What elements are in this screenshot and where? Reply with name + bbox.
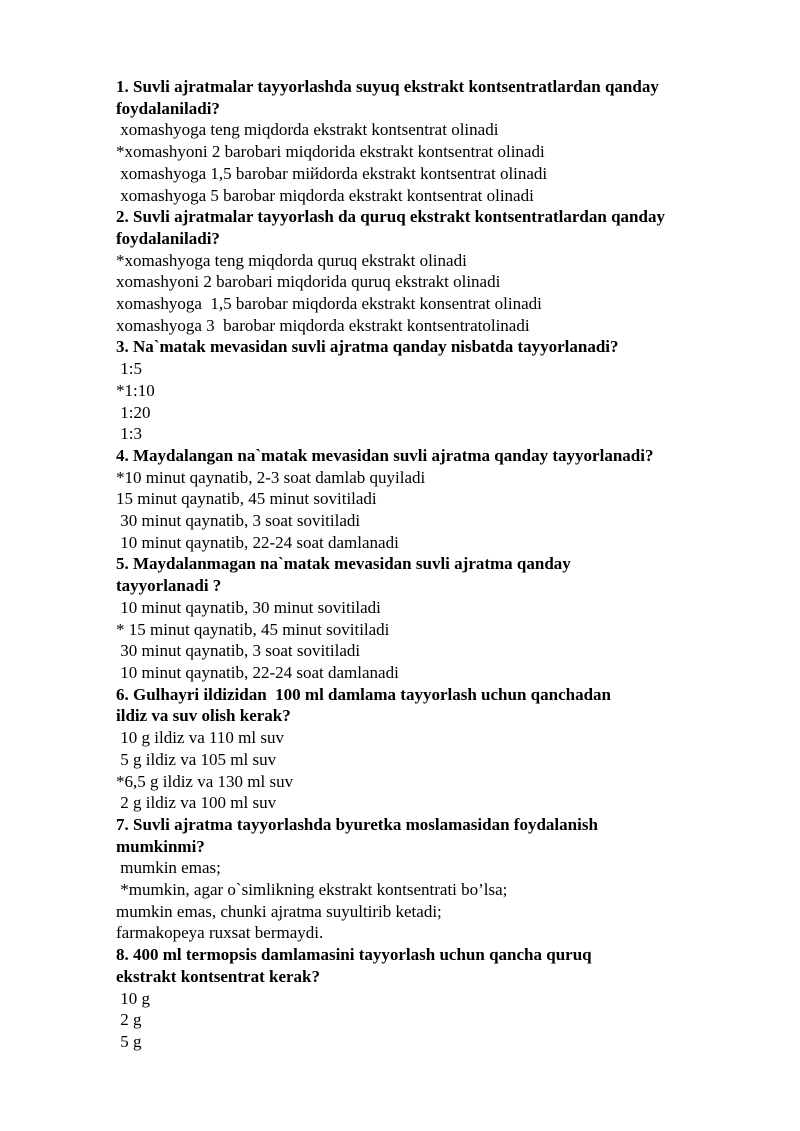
answer-option: *6,5 g ildiz va 130 ml suv	[116, 771, 294, 791]
question-line: ildiz va suv olish kerak?	[116, 706, 291, 726]
answer-option: * 15 minut qaynatib, 45 minut sovitiladi	[116, 619, 390, 639]
question-line: ekstrakt kontsentrat kerak?	[116, 966, 320, 986]
answer-option: 1:20	[116, 402, 151, 422]
question-4-text	[116, 445, 756, 467]
answer-option: *xomashyoni 2 barobari miqdorida ekstrakt kontsentrat olinadi	[116, 142, 545, 162]
question-line: 7. Suvli ajratma tayyorlashda byuretka moslamasidan foydalanish	[116, 814, 598, 834]
question-line: 6. Gulhayri ildizidan 100 ml damlama tayyorlash uchun qanchadan	[116, 684, 611, 704]
question-8-text	[116, 944, 756, 987]
question-line: 1. Suvli ajratmalar tayyorlashda suyuq ekstrakt kontsentratlardan qanday	[116, 77, 659, 96]
answer-option: 10 minut qaynatib, 22-24 soat damlanadi	[116, 532, 399, 552]
question-line: 5. Maydalanmagan na`matak mevasidan suvli ajratma qanday	[116, 554, 571, 574]
question-line: foydalaniladi?	[116, 228, 220, 248]
answer-option: mumkin emas, chunki ajratma suyultirib ketadi;	[116, 901, 442, 921]
answer-option: xomashyoga 1,5 barobar miйdorda ekstrakt kontsentrat olinadi	[116, 163, 548, 183]
answer-option: *1:10	[116, 380, 155, 400]
answer-option: xomashyoga 3 barobar miqdorda ekstrakt kontsentratolinadi	[116, 315, 530, 335]
answer-option: xomashyoga 5 barobar miqdorda ekstrakt kontsentrat olinadi	[116, 185, 534, 205]
answer-option: xomashyoga 1,5 barobar miqdorda ekstrakt konsentrat olinadi	[116, 294, 542, 314]
answer-option: 1:5	[116, 359, 142, 379]
answer-option: 1:3	[116, 424, 142, 444]
question-3-text	[116, 336, 756, 358]
answer-option: 10 minut qaynatib, 22-24 soat damlanadi	[116, 662, 399, 682]
answer-option: *xomashyoga teng miqdorda quruq ekstrakt olinadi	[116, 250, 467, 270]
answer-option: 5 g ildiz va 105 ml suv	[116, 749, 277, 769]
answer-option: mumkin emas;	[116, 858, 221, 878]
answer-option: *10 minut qaynatib, 2-3 soat damlab quyiladi	[116, 467, 426, 487]
answer-option: *mumkin, agar o`simlikning ekstrakt kontsentrati bo’lsa;	[116, 880, 508, 900]
answer-option: 10 g ildiz va 110 ml suv	[116, 728, 284, 748]
question-5-text	[116, 553, 756, 596]
question-1-text	[116, 76, 756, 119]
question-line: tayyorlanadi ?	[116, 576, 222, 596]
answer-option: 5 g	[116, 1031, 142, 1051]
answer-option: 2 g ildiz va 100 ml suv	[116, 793, 277, 813]
document-page	[116, 76, 756, 1053]
answer-option: 30 minut qaynatib, 3 soat sovitiladi	[116, 641, 361, 661]
question-line: 8. 400 ml termopsis damlamasini tayyorlash uchun qancha quruq	[116, 945, 592, 965]
question-line: 3. Na`matak mevasidan suvli ajratma qanday nisbatda tayyorlanadi?	[116, 337, 619, 357]
answer-option: 30 minut qaynatib, 3 soat sovitiladi	[116, 511, 361, 531]
question-line: foydalaniladi?	[116, 98, 220, 118]
question-6-text	[116, 684, 756, 727]
answer-option: xomashyoni 2 barobari miqdorida quruq ekstrakt olinadi	[116, 272, 501, 292]
answer-option: 2 g	[116, 1010, 142, 1030]
question-2-text	[116, 206, 756, 249]
question-line: mumkinmi?	[116, 836, 205, 856]
question-7-text	[116, 814, 756, 857]
answer-option: 10 minut qaynatib, 30 minut sovitiladi	[116, 597, 381, 617]
answer-option: 15 minut qaynatib, 45 minut sovitiladi	[116, 489, 377, 509]
answer-option: xomashyoga teng miqdorda ekstrakt kontsentrat olinadi	[116, 120, 499, 140]
answer-option: farmakopeya ruxsat bermaydi.	[116, 923, 324, 943]
answer-option: 10 g	[116, 988, 150, 1008]
question-line: 4. Maydalangan na`matak mevasidan suvli ajratma qanday tayyorlanadi?	[116, 445, 654, 465]
question-line: 2. Suvli ajratmalar tayyorlash da quruq ekstrakt kontsentratlardan qanday	[116, 207, 665, 227]
